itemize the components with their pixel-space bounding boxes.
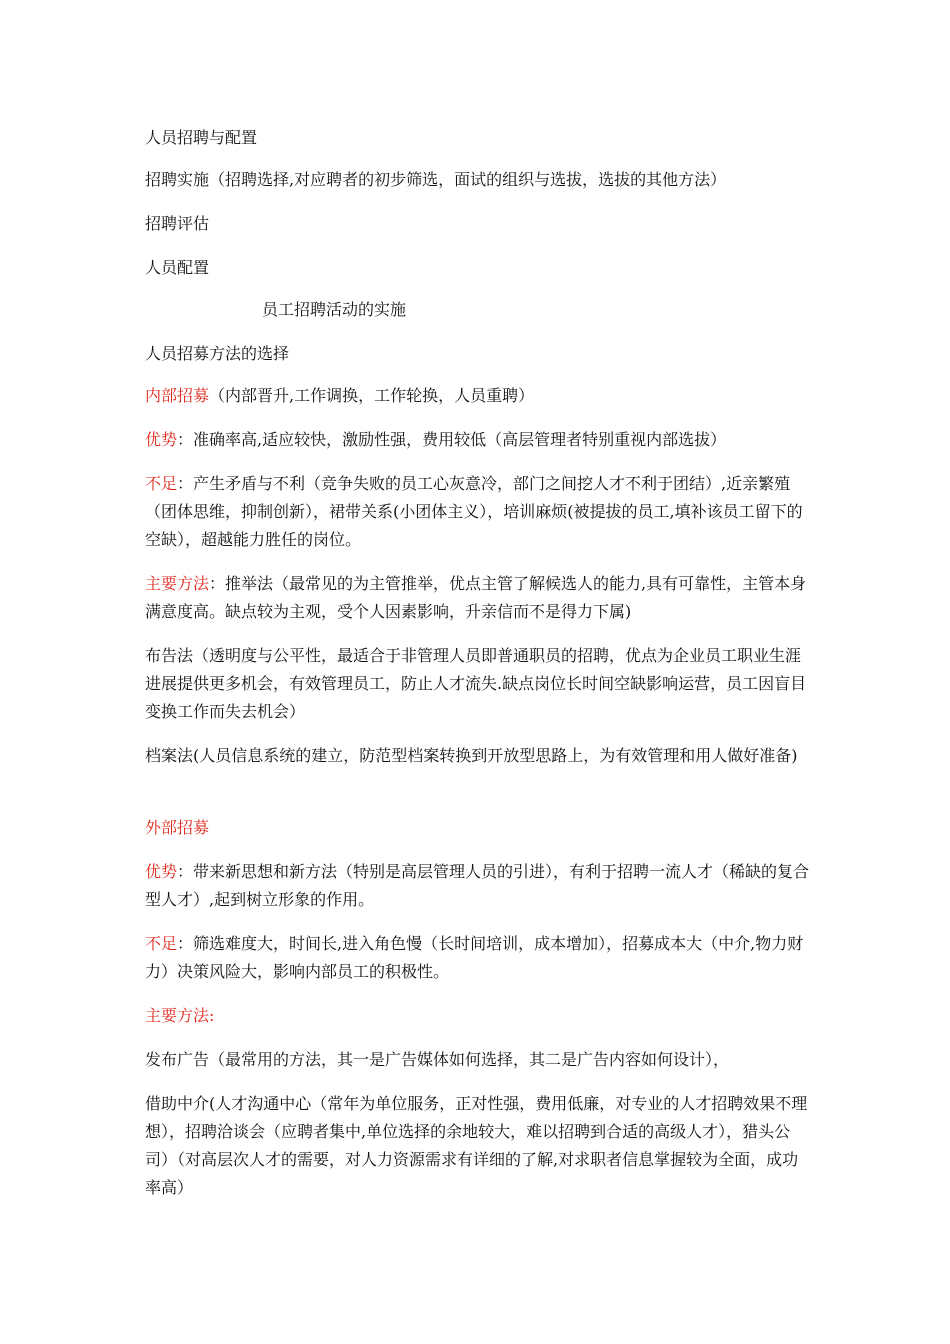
line-staff-allocation: 人员配置 (145, 258, 210, 277)
internal-method-label: 主要方法 (145, 574, 210, 593)
internal-text: （内部晋升,工作调换，工作轮换，人员重聘） (209, 386, 535, 405)
external-dis-label: 不足 (145, 934, 178, 953)
external-recruitment-label: 外部招募 (145, 818, 210, 837)
internal-method (145, 570, 810, 626)
internal-dis-text: ：产生矛盾与不利（竞争失败的员工心灰意冷，部门之间挖人才不利于团结）,近亲繁殖（团体思维，抑制创新），裙带关系(小团体主义），培训麻烦(被提拔的员工,填补该员工留下的空缺），超越能力胜任的岗位。 (145, 474, 803, 549)
document-title: 人员招聘与配置 (145, 128, 258, 147)
external-dis-text: ：筛选难度大，时间长,进入角色慢（长时间培训，成本增加），招募成本大（中介,物力财力）决策风险大，影响内部员工的积极性。 (145, 934, 804, 981)
internal-adv-text: ：准确率高,适应较快，激励性强，费用较低（高层管理者特别重视内部选拔） (177, 430, 727, 449)
archive-method: 档案法(人员信息系统的建立，防范型档案转换到开放型思路上，为有效管理和用人做好准备) (145, 746, 798, 765)
internal-recruitment-line (145, 382, 810, 410)
external-method-label: 主要方法: (145, 1006, 215, 1025)
subheading: 人员招募方法的选择 (145, 344, 290, 363)
agency-method: 借助中介(人才沟通中心（常年为单位服务，正对性强，费用低廉，对专业的人才招聘效果不理想），招聘洽谈会（应聘者集中,单位选择的余地较大，难以招聘到合适的高级人才），猎头公司）（对高层次人才的需要，对人力资源需求有详细的了解,对求职者信息掌握较为全面，成功率高） (145, 1094, 808, 1197)
advertising-method: 发布广告（最常用的方法，其一是广告媒体如何选择，其二是广告内容如何设计）， (145, 1050, 730, 1069)
line-recruitment-implementation: 招聘实施（招聘选择,对应聘者的初步筛选，面试的组织与选拔，选拔的其他方法） (145, 170, 727, 189)
external-adv-text: ：带来新思想和新方法（特别是高层管理人员的引进），有利于招聘一流人才（稀缺的复合型人才）,起到树立形象的作用。 (145, 862, 810, 909)
internal-adv-label: 优势 (145, 430, 178, 449)
notice-method: 布告法（透明度与公平性，最适合于非管理人员即普通职员的招聘，优点为企业员工职业生涯进展提供更多机会，有效管理员工，防止人才流失.缺点岗位长时间空缺影响运营，员工因盲目变换工作而失去机会） (145, 646, 807, 721)
external-adv-label: 优势 (145, 862, 178, 881)
internal-dis-label: 不足 (145, 474, 178, 493)
line-recruitment-evaluation: 招聘评估 (145, 214, 210, 233)
external-advantage (145, 858, 810, 914)
internal-method-text: ：推举法（最常见的为主管推举，优点主管了解候选人的能力,具有可靠性，主管本身满意度高。缺点较为主观，受个人因素影响，升亲信而不是得力下属) (145, 574, 807, 621)
internal-advantage (145, 426, 810, 454)
external-disadvantage (145, 930, 810, 986)
section-heading: 员工招聘活动的实施 (262, 300, 407, 319)
internal-disadvantage (145, 470, 810, 554)
internal-label: 内部招募 (145, 386, 210, 405)
